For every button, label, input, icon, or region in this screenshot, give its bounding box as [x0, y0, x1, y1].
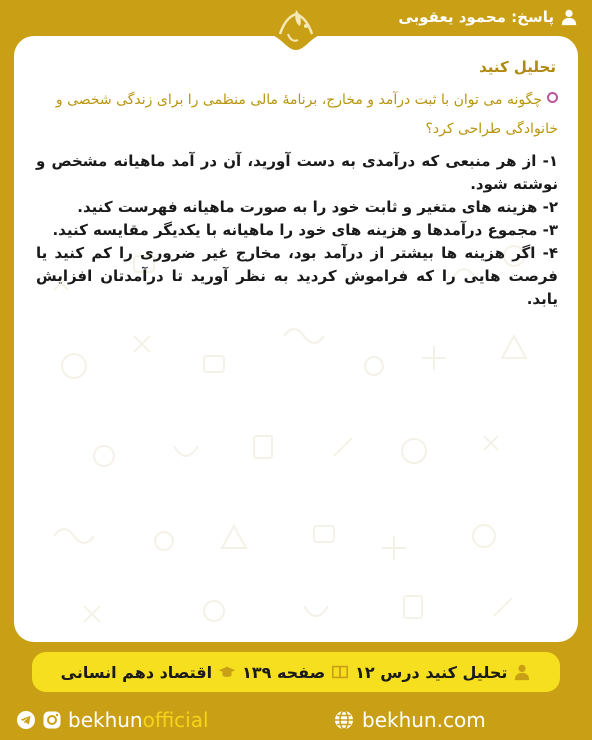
handle-text: bekhunofficial — [68, 708, 209, 732]
question-body: چگونه می توان با ثبت درآمد و مخارج، برنامۀ مالی منظمی را برای زندگی شخصی و خانوادگی طراحی کرد؟ — [55, 92, 558, 137]
website-link[interactable] — [334, 708, 486, 732]
telegram-icon[interactable] — [16, 710, 36, 730]
globe-icon — [334, 710, 354, 730]
bullet-icon — [547, 92, 558, 103]
social-handle[interactable] — [16, 708, 209, 732]
answer-item: ۳- مجموع درآمدها و هزینه های خود را ماهیانه با یکدیگر مقایسه کنید. — [52, 221, 558, 239]
section-title: تحلیل کنید — [479, 58, 556, 76]
book-icon — [331, 663, 349, 681]
answer-block — [36, 150, 558, 311]
graduation-cap-icon — [218, 663, 236, 681]
website-text: bekhun.com — [362, 708, 486, 732]
instagram-icon[interactable] — [42, 710, 62, 730]
answer-item: ۱- از هر منبعی که درآمدی به دست آورید، آن در آمد ماهیانه مشخص و نوشته شود. — [36, 152, 558, 193]
ribbon-page: صفحه ۱۳۹ — [242, 662, 326, 682]
answer-item: ۴- اگر هزینه ها بیشتر از درآمد بود، مخارج غیر ضروری را کم کنید یا فرصت هایی را که فراموش کردید به نظر آورید تا درآمدتان افزایش یابد. — [36, 244, 558, 308]
bekhun-logo — [266, 4, 326, 50]
ribbon-book: اقتصاد دهم انسانی — [60, 662, 213, 682]
student-icon — [513, 663, 531, 681]
author-line — [398, 8, 578, 26]
ribbon-lesson: تحلیل کنید درس ۱۲ — [355, 662, 508, 682]
user-icon — [560, 8, 578, 26]
answer-item: ۲- هزینه های متغیر و ثابت خود را به صورت ماهیانه فهرست کنید. — [77, 198, 558, 216]
content-card — [14, 36, 578, 642]
lesson-ribbon — [32, 652, 560, 692]
question-text — [36, 86, 558, 144]
footer — [0, 702, 592, 740]
author-text: پاسخ: محمود یعقوبی — [398, 8, 554, 26]
